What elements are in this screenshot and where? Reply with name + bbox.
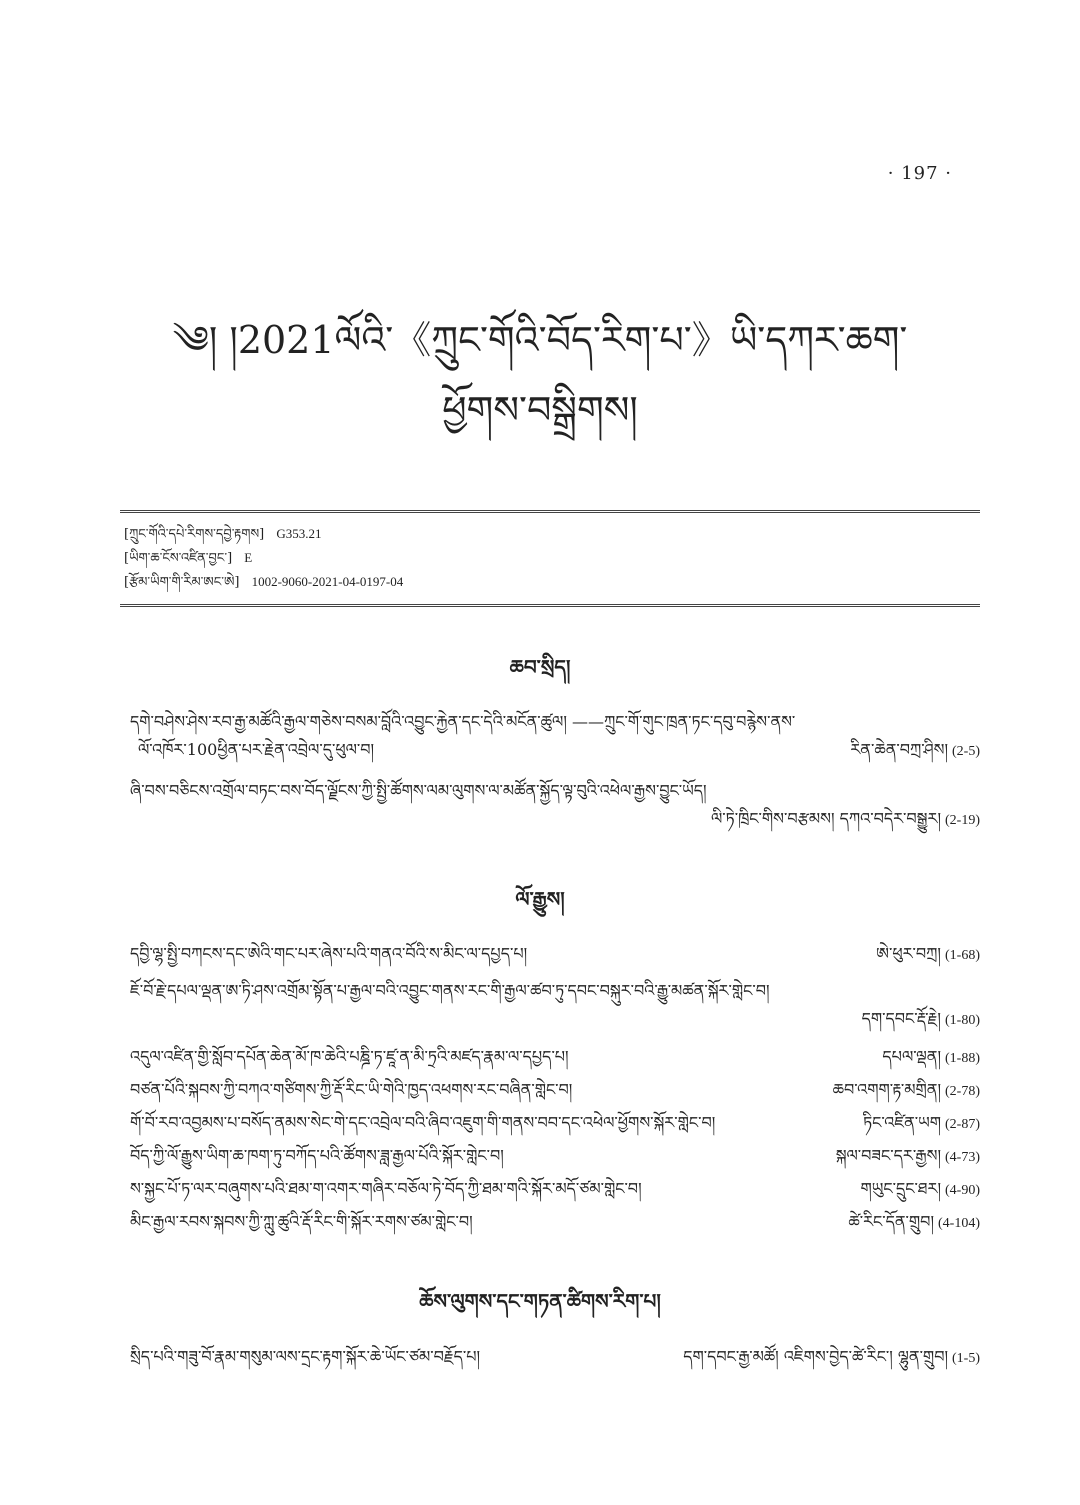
- entry-title-continued: ལོ་འཁོར་100ཕྱིན་པར་རྗེན་འབྲེལ་དུ་ཕུལ་བ།: [138, 740, 375, 759]
- top-divider: [120, 510, 980, 513]
- article-id-value: 1002-9060-2021-04-0197-04: [251, 574, 404, 589]
- page-number: · 197 ·: [887, 163, 952, 184]
- entry-author: དཔལ་ལྡན། (1-88): [882, 1047, 980, 1066]
- entry-pages: (4-104): [938, 1216, 980, 1231]
- metadata-block: [124, 522, 411, 594]
- entry-title: དབྱི་ལྷ་སྤྱི་བཀངས་དང་ཨེའི་གང་པར་ཞེས་པའི་གནའ་བོའི་ས་མིང་ལ་དཔྱད་པ།: [130, 944, 528, 963]
- entry-author: ཚེ་རིང་དོན་གྲུབ། (4-104): [848, 1212, 980, 1231]
- entry-title: མིང་རྒྱལ་རབས་སྐབས་ཀྱི་ཀླུ་ཚུའི་རྡོ་རིང་གི་སྐོར་རགས་ཙམ་གླེང་བ།: [130, 1212, 473, 1231]
- classification-value: G353.21: [276, 526, 322, 541]
- entry-author: ཨེ་ཕུར་བཀྲ། (1-68): [876, 944, 980, 963]
- entry-pages: (2-5): [952, 744, 980, 759]
- entry-pages: (1-88): [945, 1051, 980, 1066]
- article-id-row: [124, 570, 411, 594]
- entry-author: ལི་ཏེ་ཁྲིང་གིས་བརྩམས། དཀའ་བདེར་བསྒྱུར། (2-19): [711, 809, 980, 828]
- title-line-1: ༄། །2021ལོའི་《ཀྲུང་གོའི་བོད་རིག་པ་》ཡི་དཀར་ཆག་: [172, 318, 908, 362]
- entry-pages: (4-73): [945, 1150, 980, 1165]
- entry-pages: (2-87): [945, 1117, 980, 1132]
- entry-pages: (1-80): [945, 1013, 980, 1028]
- classification-row: [124, 522, 411, 546]
- entry-author: གཡུང་དྲུང་ཐར། (4-90): [860, 1179, 980, 1198]
- entry-pages: (1-5): [952, 1351, 980, 1366]
- toc-entry: [130, 940, 980, 968]
- toc-entry: [130, 1208, 980, 1236]
- entry-author: རིན་ཆེན་བཀྲ་ཤིས། (2-5): [850, 740, 980, 759]
- entry-author: དག་དབང་རྡོ་རྗེ། (1-80): [861, 1009, 980, 1028]
- toc-entry: [130, 708, 980, 764]
- section-heading-religion-logic: ཆོས་ལུགས་དང་གཏན་ཚིགས་རིག་པ།: [419, 1289, 661, 1313]
- article-id-label: [རྩོམ་ཡིག་གི་རིམ་ཨང་ཨེ]: [124, 575, 240, 590]
- title-line-2: ཕྱོགས་བསྒྲིགས།: [442, 388, 638, 432]
- entry-title: ཇོ་བོ་རྗེ་དཔལ་ལྡན་ཨ་ཏི་ཤས་འགྲོམ་སྟོན་པ་རྒྱལ་བའི་འབྱུང་གནས་རང་གི་རྒྱལ་ཚབ་ཏུ་དབང་བསྐུར་བའི་རྒྱུ་མཚན་སྐོར་གླེང་བ།: [130, 981, 770, 1000]
- toc-entry: [130, 1343, 980, 1371]
- article-title: [0, 312, 1080, 438]
- bottom-divider: [120, 604, 980, 607]
- entry-title: ཞི་བས་བཅིངས་འགྲོལ་བཏང་བས་བོད་ལྗོངས་ཀྱི་སྤྱི་ཚོགས་ལམ་ལུགས་ལ་མཚོན་སྐྱོད་ལྟ་བུའི་འཕེལ་རྒྱས་བྱུང་ཡོད།: [130, 781, 707, 800]
- entry-pages: (2-78): [945, 1084, 980, 1099]
- entry-author: ཆབ་འགག་རྟ་མགྲིན། (2-78): [832, 1080, 980, 1099]
- section-heading-history: ལོ་རྒྱུས།: [515, 887, 565, 911]
- toc-entry: [130, 1076, 980, 1104]
- toc-entry: [130, 1043, 980, 1071]
- document-code-row: [124, 546, 411, 570]
- toc-entry: [130, 777, 980, 828]
- entry-author: ཏིང་འཛིན་ཡག (2-87): [863, 1113, 980, 1132]
- section-heading-politics: ཆབ་སྲིད།: [509, 655, 571, 679]
- classification-label: [ཀྲུང་གོའི་དཔེ་རིགས་དབྱེ་རྟགས]: [124, 527, 265, 542]
- toc-entry: [130, 1109, 980, 1137]
- entry-title: གོ་བོ་རབ་འབྱམས་པ་བསོད་ནམས་སེང་གེ་དང་འབྲེལ་བའི་ཞིབ་འཇུག་གི་གནས་བབ་དང་འཕེལ་ཕྱོགས་སྐོར་གླེང་བ།: [130, 1113, 716, 1132]
- toc-entry: [130, 1175, 980, 1203]
- entry-author: དག་དབང་རྒྱ་མཚོ། འཇིགས་བྱེད་ཚེ་རིང་། ལྷུན་གྲུབ། (1-5): [683, 1347, 980, 1366]
- entry-title: སྲིད་པའི་གཟུ་བོ་རྣམ་གསུམ་ལས་དྲང་རྟག་སྐོར་ཆེ་ཡོང་ཙམ་བརྗོད་པ།: [130, 1347, 481, 1366]
- entry-author: སྐལ་བཟང་དར་རྒྱས། (4-73): [835, 1146, 980, 1165]
- document-code-label: [ཡིག་ཆ་ངོས་འཛིན་བྱང་]: [124, 551, 233, 566]
- document-code-value: E: [244, 550, 253, 565]
- entry-pages: (4-90): [945, 1183, 980, 1198]
- entry-title: དགེ་བཤེས་ཤེས་རབ་རྒྱ་མཚོའི་རྒྱལ་གཅེས་བསམ་བློའི་འབྱུང་རྐྱེན་དང་དེའི་མངོན་ཚུལ། ——ཀྲུང་གོ་གུང་ཁྲན་ཏང་དབུ་བརྙེས་ནས་: [130, 712, 796, 731]
- entry-title: ས་སྐྱང་པོ་ཏ་ལར་བཞུགས་པའི་ཐམ་ག་འགར་གཞིར་བཅོལ་ཏེ་བོད་ཀྱི་ཐམ་གའི་སྐོར་མདོ་ཙམ་གླེང་བ།: [130, 1179, 642, 1198]
- entry-title: བཙན་པོའི་སྐབས་ཀྱི་བཀའ་གཙིགས་ཀྱི་རྡོ་རིང་ཡི་གེའི་ཁྱད་འཕགས་རང་བཞིན་གླེང་བ།: [130, 1080, 573, 1099]
- entry-pages: (1-68): [945, 948, 980, 963]
- toc-entry: [130, 977, 980, 1028]
- entry-title: བོད་ཀྱི་ལོ་རྒྱུས་ཡིག་ཆ་ཁག་ཏུ་བཀོད་པའི་ཚོགས་ཟླ་རྒྱལ་པོའི་སྐོར་གླེང་བ།: [130, 1146, 504, 1165]
- entry-pages: (2-19): [945, 813, 980, 828]
- entry-title: འདུལ་འཛིན་གྱི་སློབ་དཔོན་ཆེན་མོ་ཁ་ཆེའི་པཎྜི་ཏ་ཛཱ་ན་མི་ཏྲའི་མཛད་རྣམ་ལ་དཔྱད་པ།: [130, 1047, 569, 1066]
- toc-entry: [130, 1142, 980, 1170]
